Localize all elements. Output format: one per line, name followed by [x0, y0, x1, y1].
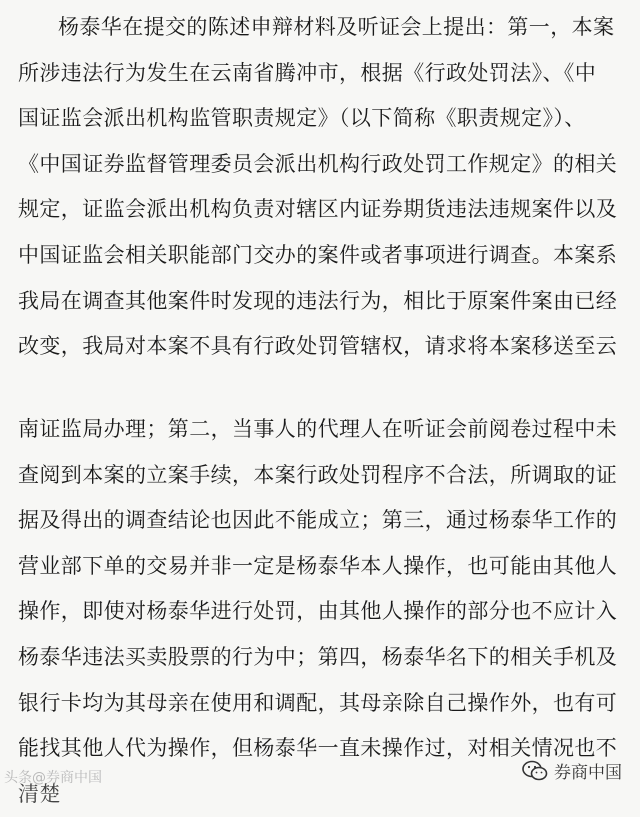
text-line: 我局在调查其他案件时发现的违法行为，相比于原案件案由已经: [18, 288, 618, 313]
text-line: 杨泰华违法买卖股票的行为中；第四，杨泰华名下的相关手机及: [18, 644, 618, 669]
text-line: 杨泰华在提交的陈述申辩材料及听证会上提出：第一，本案: [58, 15, 615, 39]
text-line: 查阅到本案的立案手续，本案行政处罚程序不合法，所调取的证: [18, 462, 618, 487]
watermark-source: 头条@券商中国: [4, 770, 102, 786]
text-line: 清楚: [18, 781, 61, 806]
watermark-brand: [522, 758, 622, 783]
text-line: 国证监会派出机构监管职责规定》（以下简称《职责规定》）、: [18, 106, 586, 131]
text-line: 规定，证监会派出机构负责对辖区内证券期货违法违规案件以及: [18, 197, 618, 222]
text-line: 中国证监会相关职能部门交办的案件或者事项进行调查。本案系: [18, 242, 618, 267]
text-line: 操作，即使对杨泰华进行处罚，由其他人操作的部分也不应计入: [18, 599, 618, 624]
text-line: 能找其他人代为操作，但杨泰华一直未操作过，对相关情况也不: [18, 736, 618, 761]
text-line: 据及得出的调查结论也因此不能成立；第三，通过杨泰华工作的: [18, 508, 618, 533]
text-line: 改变，我局对本案不具有行政处罚管辖权，请求将本案移送至云: [18, 334, 618, 359]
paragraph-2: [18, 407, 626, 817]
wechat-icon: [522, 760, 548, 782]
text-line: 《中国证券监督管理委员会派出机构行政处罚工作规定》的相关: [18, 151, 618, 176]
text-line: 南证监局办理；第二，当事人的代理人在听证会前阅卷过程中未: [18, 417, 618, 441]
text-line: 所涉违法行为发生在云南省腾冲市，根据《行政处罚法》、《中: [18, 60, 597, 85]
text-line: 营业部下单的交易并非一定是杨泰华本人操作，也可能由其他人: [18, 553, 618, 578]
paragraph-1: [18, 5, 626, 370]
watermark-brand-label: 券商中国: [554, 763, 622, 783]
text-line: 银行卡均为其母亲在使用和调配，其母亲除自己操作外，也有可: [18, 690, 618, 715]
